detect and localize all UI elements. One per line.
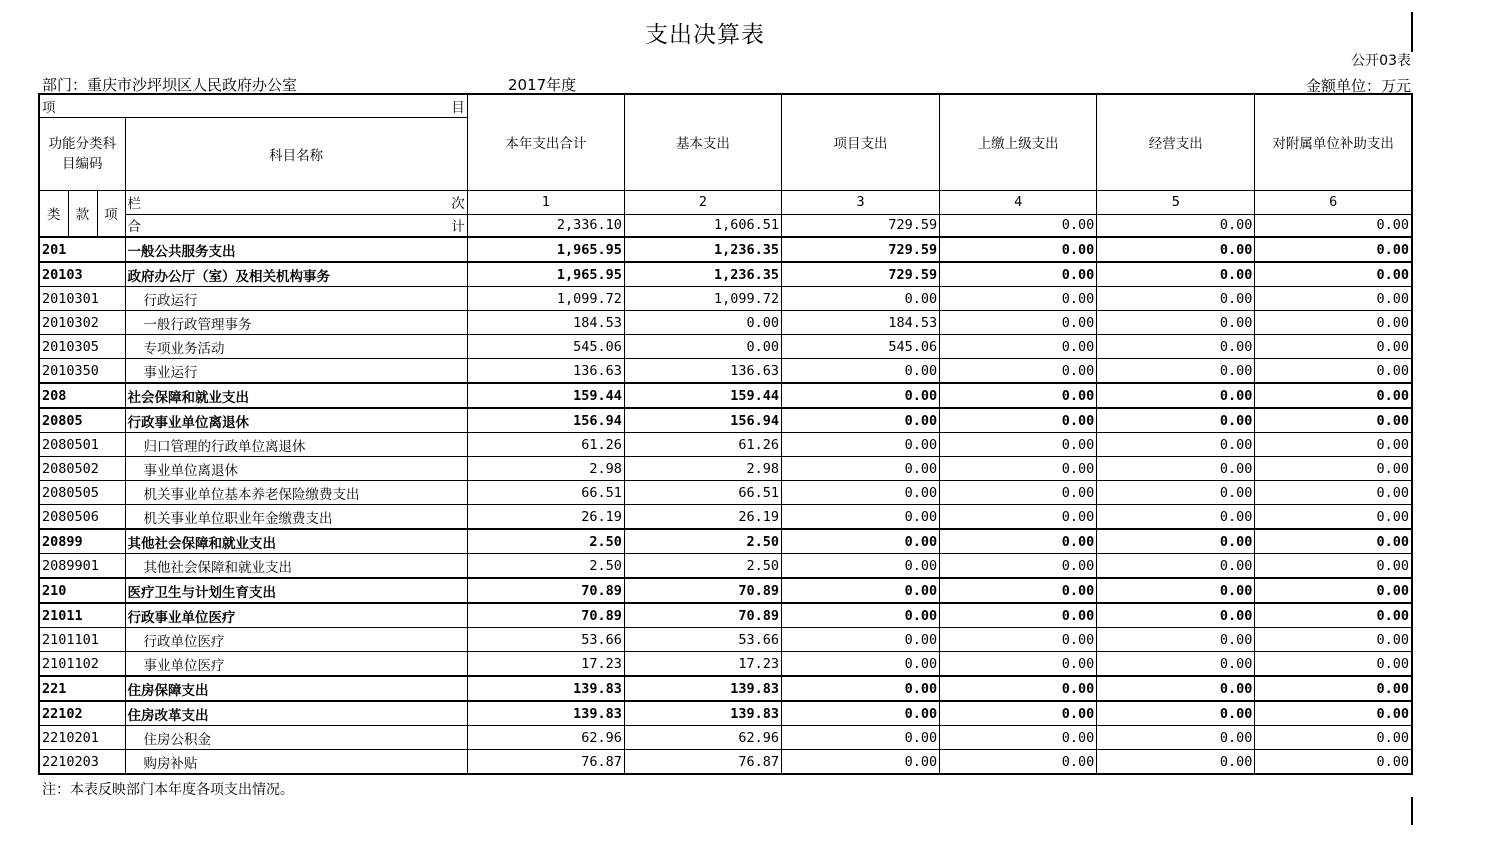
- expenditure-table-body: [38, 93, 1413, 775]
- amount-cell: 0.00: [1255, 335, 1412, 359]
- table-row: [39, 726, 1412, 750]
- column-header-6: 对附属单位补助支出: [1255, 94, 1412, 190]
- amount-cell: 0.00: [782, 408, 940, 433]
- item-right-label: 目: [451, 99, 465, 116]
- amount-cell: 139.83: [467, 701, 624, 726]
- amount-unit: 金额单位：万元: [1305, 77, 1411, 95]
- column-number-1: 1: [467, 190, 624, 214]
- total-value-2: 1,606.51: [624, 214, 781, 237]
- page-edge-line: [1411, 12, 1413, 52]
- total-value-3: 729.59: [782, 214, 940, 237]
- amount-cell: 0.00: [940, 554, 1097, 579]
- amount-cell: 0.00: [624, 335, 781, 359]
- amount-cell: 0.00: [1097, 383, 1255, 408]
- table-row: [39, 578, 1412, 603]
- subject-name: 归口管理的行政单位离退休: [125, 433, 467, 457]
- amount-cell: 26.19: [624, 505, 781, 530]
- amount-cell: 70.89: [624, 578, 781, 603]
- amount-cell: 0.00: [782, 578, 940, 603]
- subject-name: 机关事业单位职业年金缴费支出: [125, 505, 467, 530]
- table-row: [39, 383, 1412, 408]
- amount-cell: 156.94: [467, 408, 624, 433]
- function-code-header: 功能分类科目编码: [39, 117, 125, 190]
- amount-cell: 0.00: [1255, 554, 1412, 579]
- amount-cell: 1,965.95: [467, 262, 624, 287]
- amount-cell: 0.00: [1255, 701, 1412, 726]
- item-left-label: 项: [42, 99, 56, 116]
- subject-name: 住房改革支出: [125, 701, 467, 726]
- amount-cell: 0.00: [782, 457, 940, 481]
- subject-code: 20805: [39, 408, 125, 433]
- amount-cell: 0.00: [940, 652, 1097, 677]
- table-row: [39, 529, 1412, 554]
- amount-cell: 184.53: [467, 311, 624, 335]
- table-row: [39, 750, 1412, 775]
- amount-cell: 0.00: [940, 603, 1097, 628]
- column-header-2: 基本支出: [624, 94, 781, 190]
- subject-code: 21011: [39, 603, 125, 628]
- amount-cell: 0.00: [940, 750, 1097, 775]
- subject-code: 2080502: [39, 457, 125, 481]
- column-header-4: 上缴上级支出: [940, 94, 1097, 190]
- table-row: [39, 311, 1412, 335]
- amount-cell: 53.66: [467, 628, 624, 652]
- subject-name: 行政运行: [125, 287, 467, 311]
- amount-cell: 0.00: [1255, 726, 1412, 750]
- table-row: [39, 505, 1412, 530]
- amount-cell: 0.00: [940, 578, 1097, 603]
- table-row: [39, 481, 1412, 505]
- subject-code: 210: [39, 578, 125, 603]
- subject-name: 事业单位离退休: [125, 457, 467, 481]
- subject-name-header: 科目名称: [125, 117, 467, 190]
- amount-cell: 0.00: [940, 311, 1097, 335]
- amount-cell: 0.00: [1097, 628, 1255, 652]
- amount-cell: 0.00: [940, 335, 1097, 359]
- amount-cell: 0.00: [1097, 481, 1255, 505]
- he-ji-label-cell: [125, 214, 467, 237]
- amount-cell: 0.00: [1255, 652, 1412, 677]
- item-header-cell: [39, 94, 467, 117]
- amount-cell: 26.19: [467, 505, 624, 530]
- amount-cell: 0.00: [1255, 359, 1412, 384]
- amount-cell: 70.89: [467, 603, 624, 628]
- kuan-header: 款: [68, 190, 97, 237]
- total-value-5: 0.00: [1097, 214, 1255, 237]
- table-row: [39, 359, 1412, 384]
- amount-cell: 0.00: [624, 311, 781, 335]
- amount-cell: 1,236.35: [624, 262, 781, 287]
- amount-cell: 0.00: [1255, 237, 1412, 262]
- lei-header: 类: [39, 190, 68, 237]
- subject-code: 2080505: [39, 481, 125, 505]
- subject-name: 政府办公厅（室）及相关机构事务: [125, 262, 467, 287]
- amount-cell: 0.00: [940, 701, 1097, 726]
- column-number-6: 6: [1255, 190, 1412, 214]
- subject-code: 2080506: [39, 505, 125, 530]
- amount-cell: 0.00: [1097, 652, 1255, 677]
- table-row: [39, 603, 1412, 628]
- amount-cell: 2.98: [624, 457, 781, 481]
- subject-name: 行政事业单位离退休: [125, 408, 467, 433]
- subject-code: 2010305: [39, 335, 125, 359]
- amount-cell: 0.00: [1097, 457, 1255, 481]
- subject-name: 购房补贴: [125, 750, 467, 775]
- amount-cell: 0.00: [1097, 287, 1255, 311]
- subject-code: 22102: [39, 701, 125, 726]
- department-label: 部门：重庆市沙坪坝区人民政府办公室: [42, 76, 298, 94]
- amount-cell: 0.00: [1255, 311, 1412, 335]
- column-number-5: 5: [1097, 190, 1255, 214]
- column-number-4: 4: [940, 190, 1097, 214]
- subject-name: 住房公积金: [125, 726, 467, 750]
- subject-code: 221: [39, 676, 125, 701]
- amount-cell: 0.00: [1097, 408, 1255, 433]
- column-header-1: 本年支出合计: [467, 94, 624, 190]
- amount-cell: 0.00: [1097, 750, 1255, 775]
- amount-cell: 53.66: [624, 628, 781, 652]
- page-title: 支出决算表: [645, 22, 765, 48]
- subject-name: 事业运行: [125, 359, 467, 384]
- amount-cell: 2.50: [467, 529, 624, 554]
- amount-cell: 66.51: [624, 481, 781, 505]
- amount-cell: 136.63: [467, 359, 624, 384]
- amount-cell: 0.00: [1097, 335, 1255, 359]
- amount-cell: 0.00: [940, 433, 1097, 457]
- amount-cell: 0.00: [1255, 457, 1412, 481]
- amount-cell: 0.00: [782, 505, 940, 530]
- amount-cell: 0.00: [782, 287, 940, 311]
- subject-name: 机关事业单位基本养老保险缴费支出: [125, 481, 467, 505]
- subject-code: 208: [39, 383, 125, 408]
- form-number: 公开03表: [1351, 53, 1411, 69]
- amount-cell: 159.44: [624, 383, 781, 408]
- amount-cell: 0.00: [940, 287, 1097, 311]
- subject-code: 2010302: [39, 311, 125, 335]
- table-row: [39, 701, 1412, 726]
- lan-label: 栏: [127, 196, 142, 212]
- column-header-5: 经营支出: [1097, 94, 1255, 190]
- amount-cell: 0.00: [940, 237, 1097, 262]
- fiscal-year: 2017年度: [508, 76, 577, 94]
- amount-cell: 0.00: [1255, 481, 1412, 505]
- amount-cell: 0.00: [782, 383, 940, 408]
- amount-cell: 0.00: [1255, 603, 1412, 628]
- amount-cell: 0.00: [782, 359, 940, 384]
- footnote: 注：本表反映部门本年度各项支出情况。: [42, 782, 294, 798]
- amount-cell: 0.00: [1097, 262, 1255, 287]
- amount-cell: 0.00: [1097, 554, 1255, 579]
- amount-cell: 184.53: [782, 311, 940, 335]
- total-value-4: 0.00: [940, 214, 1097, 237]
- amount-cell: 545.06: [782, 335, 940, 359]
- amount-cell: 0.00: [940, 262, 1097, 287]
- subject-name: 行政事业单位医疗: [125, 603, 467, 628]
- subject-code: 2010301: [39, 287, 125, 311]
- subject-name: 一般行政管理事务: [125, 311, 467, 335]
- amount-cell: 0.00: [782, 433, 940, 457]
- amount-cell: 0.00: [1255, 676, 1412, 701]
- amount-cell: 0.00: [1097, 311, 1255, 335]
- subject-code: 20103: [39, 262, 125, 287]
- subject-name: 事业单位医疗: [125, 652, 467, 677]
- amount-cell: 0.00: [1097, 505, 1255, 530]
- subject-code: 2089901: [39, 554, 125, 579]
- amount-cell: 1,099.72: [467, 287, 624, 311]
- subject-name: 住房保障支出: [125, 676, 467, 701]
- amount-cell: 0.00: [940, 408, 1097, 433]
- table-row: [39, 262, 1412, 287]
- amount-cell: 2.50: [624, 554, 781, 579]
- amount-cell: 0.00: [1097, 433, 1255, 457]
- amount-cell: 2.50: [467, 554, 624, 579]
- subject-name: 专项业务活动: [125, 335, 467, 359]
- table-row: [39, 554, 1412, 579]
- amount-cell: 0.00: [782, 676, 940, 701]
- amount-cell: 0.00: [940, 726, 1097, 750]
- subject-code: 2010350: [39, 359, 125, 384]
- table-row: [39, 335, 1412, 359]
- amount-cell: 0.00: [1255, 628, 1412, 652]
- amount-cell: 0.00: [940, 676, 1097, 701]
- amount-cell: 0.00: [940, 529, 1097, 554]
- subject-name: 医疗卫生与计划生育支出: [125, 578, 467, 603]
- total-row: [39, 214, 1412, 237]
- page-edge-line: [1411, 797, 1413, 825]
- subject-code: 201: [39, 237, 125, 262]
- amount-cell: 0.00: [782, 726, 940, 750]
- column-number-2: 2: [624, 190, 781, 214]
- amount-cell: 0.00: [1097, 359, 1255, 384]
- amount-cell: 0.00: [1255, 383, 1412, 408]
- amount-cell: 76.87: [467, 750, 624, 775]
- amount-cell: 0.00: [1097, 529, 1255, 554]
- amount-cell: 70.89: [467, 578, 624, 603]
- column-header-3: 项目支出: [782, 94, 940, 190]
- table-row: [39, 676, 1412, 701]
- subject-code: 2080501: [39, 433, 125, 457]
- amount-cell: 0.00: [782, 554, 940, 579]
- amount-cell: 2.50: [624, 529, 781, 554]
- table-row: [39, 237, 1412, 262]
- header-row-item: [39, 94, 1412, 117]
- subject-code: 20899: [39, 529, 125, 554]
- amount-cell: 139.83: [624, 676, 781, 701]
- amount-cell: 62.96: [467, 726, 624, 750]
- lan-ci-label-cell: [125, 190, 467, 214]
- subject-code: 2210203: [39, 750, 125, 775]
- table-row: [39, 628, 1412, 652]
- ji-label: 计: [451, 219, 465, 236]
- amount-cell: 156.94: [624, 408, 781, 433]
- total-value-1: 2,336.10: [467, 214, 624, 237]
- amount-cell: 1,965.95: [467, 237, 624, 262]
- amount-cell: 76.87: [624, 750, 781, 775]
- table-row: [39, 457, 1412, 481]
- subject-code: 2210201: [39, 726, 125, 750]
- amount-cell: 1,099.72: [624, 287, 781, 311]
- amount-cell: 0.00: [1097, 237, 1255, 262]
- table-row: [39, 433, 1412, 457]
- amount-cell: 729.59: [782, 237, 940, 262]
- table-row: [39, 287, 1412, 311]
- subject-name: 一般公共服务支出: [125, 237, 467, 262]
- amount-cell: 0.00: [1255, 433, 1412, 457]
- xiang-header: 项: [97, 190, 125, 237]
- amount-cell: 62.96: [624, 726, 781, 750]
- amount-cell: 136.63: [624, 359, 781, 384]
- he-label: 合: [127, 219, 142, 236]
- amount-cell: 0.00: [940, 359, 1097, 384]
- amount-cell: 0.00: [782, 701, 940, 726]
- amount-cell: 0.00: [1097, 676, 1255, 701]
- amount-cell: 66.51: [467, 481, 624, 505]
- amount-cell: 0.00: [1255, 529, 1412, 554]
- subject-name: 社会保障和就业支出: [125, 383, 467, 408]
- amount-cell: 0.00: [1097, 578, 1255, 603]
- header-row-column-numbers: [39, 190, 1412, 214]
- amount-cell: 61.26: [467, 433, 624, 457]
- amount-cell: 0.00: [1255, 578, 1412, 603]
- column-number-3: 3: [782, 190, 940, 214]
- subject-name: 其他社会保障和就业支出: [125, 529, 467, 554]
- amount-cell: 139.83: [624, 701, 781, 726]
- amount-cell: 0.00: [940, 457, 1097, 481]
- amount-cell: 0.00: [940, 383, 1097, 408]
- subject-name: 其他社会保障和就业支出: [125, 554, 467, 579]
- amount-cell: 0.00: [1255, 287, 1412, 311]
- subject-name: 行政单位医疗: [125, 628, 467, 652]
- amount-cell: 0.00: [782, 481, 940, 505]
- amount-cell: 0.00: [782, 628, 940, 652]
- amount-cell: 17.23: [467, 652, 624, 677]
- amount-cell: 0.00: [1255, 408, 1412, 433]
- ci-label: 次: [451, 196, 465, 212]
- amount-cell: 0.00: [940, 505, 1097, 530]
- amount-cell: 17.23: [624, 652, 781, 677]
- amount-cell: 0.00: [782, 652, 940, 677]
- table-row: [39, 408, 1412, 433]
- amount-cell: 1,236.35: [624, 237, 781, 262]
- amount-cell: 0.00: [940, 481, 1097, 505]
- amount-cell: 545.06: [467, 335, 624, 359]
- amount-cell: 2.98: [467, 457, 624, 481]
- amount-cell: 61.26: [624, 433, 781, 457]
- subject-code: 2101102: [39, 652, 125, 677]
- amount-cell: 0.00: [1097, 701, 1255, 726]
- amount-cell: 139.83: [467, 676, 624, 701]
- amount-cell: 159.44: [467, 383, 624, 408]
- amount-cell: 0.00: [940, 628, 1097, 652]
- amount-cell: 0.00: [782, 750, 940, 775]
- table-row: [39, 652, 1412, 677]
- amount-cell: 0.00: [1255, 262, 1412, 287]
- amount-cell: 0.00: [1097, 726, 1255, 750]
- amount-cell: 70.89: [624, 603, 781, 628]
- amount-cell: 0.00: [782, 603, 940, 628]
- amount-cell: 0.00: [1255, 505, 1412, 530]
- amount-cell: 0.00: [782, 529, 940, 554]
- subject-code: 2101101: [39, 628, 125, 652]
- amount-cell: 729.59: [782, 262, 940, 287]
- total-value-6: 0.00: [1255, 214, 1412, 237]
- amount-cell: 0.00: [1097, 603, 1255, 628]
- amount-cell: 0.00: [1255, 750, 1412, 775]
